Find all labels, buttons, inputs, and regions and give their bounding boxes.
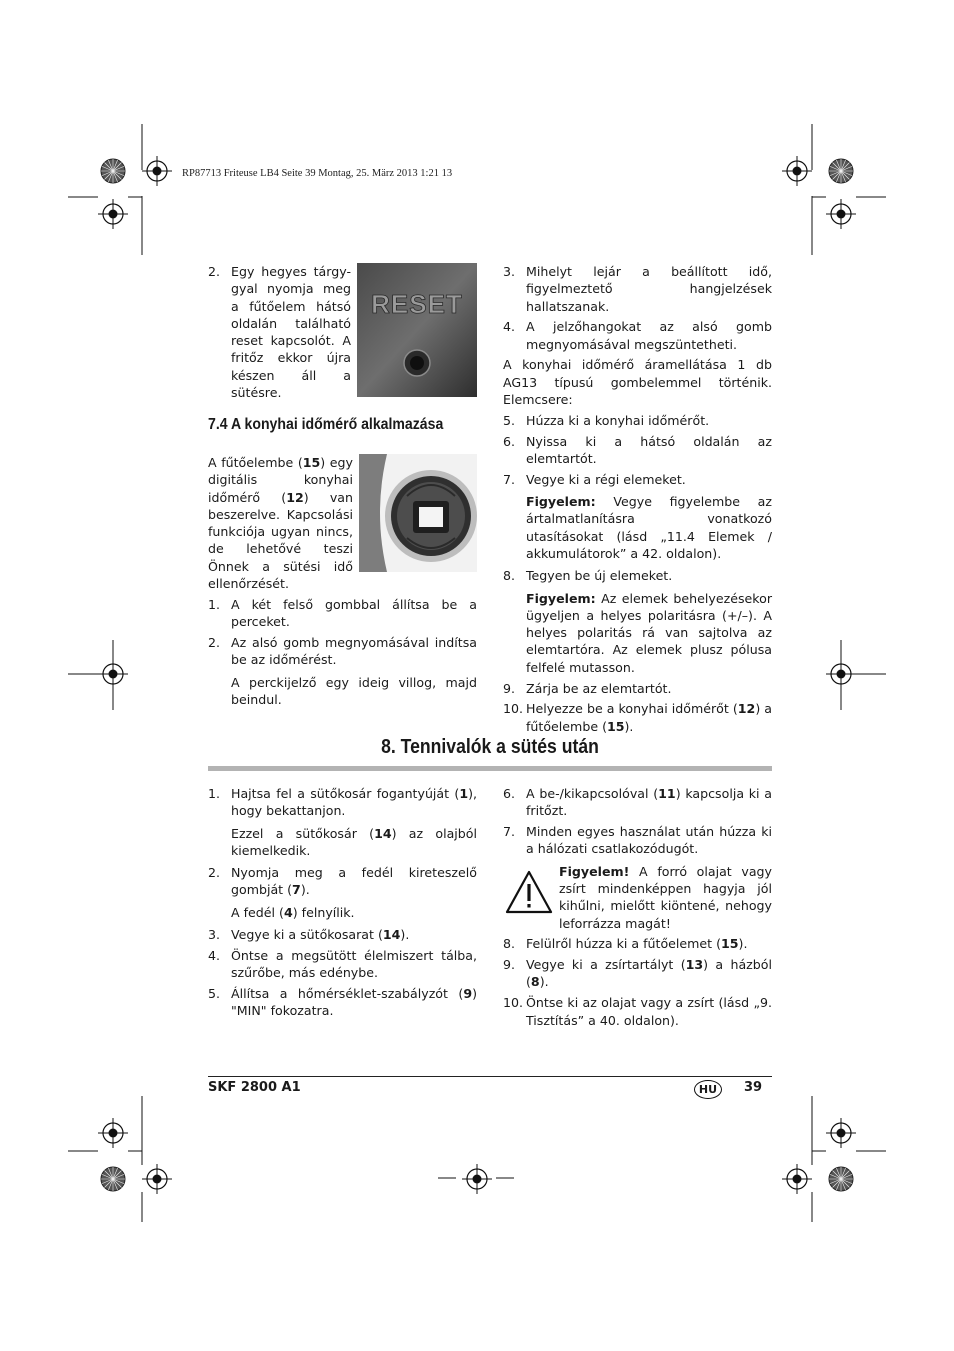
list-item: 6. A be-/kikapcsolóval (11) kapcsolja ki a fritőzt.: [503, 786, 773, 819]
section-heading-7-4: 7.4 A konyhai időmérő alkalmazása: [208, 416, 444, 433]
footer-rule: [208, 1076, 772, 1077]
bottom-right-column: [503, 785, 772, 1029]
list-item: 4. A jelzőhangokat az alsó gomb megnyomásával megszüntetheti.: [503, 319, 772, 352]
warning-text: Figyelem! A forró olajat vagy zsírt mindenképpen hagyja jól kihűlni, mielőtt kiöntené, nehogy leforrázza magát!: [559, 863, 772, 931]
list-item: 9. Zárja be az elemtartót.: [503, 680, 672, 696]
list-item: 9. Vegye ki a zsírtartályt (13) a házból (8).: [503, 957, 772, 990]
right-column: [503, 263, 772, 735]
list-subtext: Ezzel a sütőkosár (14) az olajból kiemelkedik.: [231, 825, 477, 858]
list-subtext: A perckijelző egy ideig villog, majd beindul.: [231, 674, 477, 707]
print-header: RP87713 Friteuse LB4 Seite 39 Montag, 25. März 2013 1:21 13: [182, 168, 453, 179]
list-item: 7. Minden egyes használat után húzza ki a hálózati csatlakozódugót.: [503, 824, 772, 857]
left-column-timer: [208, 454, 477, 708]
list-item: 2. Az alsó gomb megnyomásával indítsa be az időmérést.: [208, 634, 477, 668]
list-item: 4. Öntse a megsütött élelmiszert tálba, szűrőbe, más edénybe.: [208, 947, 477, 981]
list-item: 1. Hajtsa fel a sütőkosár fogantyúját (1), hogy bekattanjon.: [208, 786, 477, 819]
list-item: 5. Húzza ki a konyhai időmérőt.: [503, 412, 710, 428]
list-item: 5. Állítsa a hőmérséklet-szabályzót (9) "MIN" fokozatra.: [208, 985, 477, 1019]
warning-triangle-icon: [503, 868, 559, 918]
list-item: 8. Felülről húzza ki a fűtőelemet (15).: [503, 936, 748, 952]
left-column: [208, 263, 477, 401]
chapter-rule: [208, 766, 772, 771]
language-badge: HU: [694, 1080, 722, 1099]
list-item: 10. Helyezze be a konyhai időmérőt (12) a fűtőelembe (15).: [503, 701, 773, 734]
battery-paragraph: A konyhai időmérő áramellátása 1 db AG13 típusú gombelemmel történik. Elemcsere:: [503, 357, 772, 408]
list-item: 1. A két felső gombbal állítsa be a perceket.: [208, 596, 477, 630]
list-item: 10. Öntse ki az olajat vagy a zsírt (lásd „9. Tisztítás” a 40. oldalon).: [503, 995, 772, 1028]
warning-block: [503, 863, 772, 932]
footer-model: SKF 2800 A1: [208, 1080, 301, 1095]
list-subtext: A fedél (4) felnyílik.: [231, 904, 355, 920]
chapter-heading-8: 8. Tennivalók a sütés után: [381, 736, 599, 758]
page-number: 39: [744, 1080, 763, 1095]
list-item: 8. Tegyen be új elemeket.: [503, 568, 673, 584]
list-item: 7. Vegye ki a régi elemeket.: [503, 471, 686, 487]
note-disposal: Figyelem: Vegye figyelembe az ártalmatlanításra vonatkozó utasításokat (lásd „11.4 Elemek / akkumulátorok” a 42. oldalon).: [526, 494, 772, 561]
reset-label: RESET: [371, 289, 463, 319]
list-item: 2. Egy hegyes tárgy-gyal nyomja meg a fűtőelem hátsó oldalán található reset kapcsolót. A fritőz ekkor újra készen áll a sütésre.: [208, 264, 351, 401]
list-item: 6. Nyissa ki a hátsó oldalán az elemtartót.: [503, 433, 772, 466]
kitchen-timer-photo: [359, 454, 477, 572]
bottom-left-column: [208, 785, 477, 1020]
timer-intro: A fűtőelembe (15) egy digitális konyhai időmérő (12) van beszerelve. Kapcsolási funkciója ugyan nincs, de lehetővé teszi Önnek a sütési idő ellenőrzését.: [208, 455, 353, 592]
list-item: 3. Vegye ki a sütőkosarat (14).: [208, 927, 410, 943]
note-polarity: Figyelem: Az elemek behelyezésekor ügyeljen a helyes polaritásra (+/–). A helyes polaritás rá van sajtolva az elemtartóra. Az elemek plusz pólusa felfelé mutasson.: [526, 590, 772, 675]
list-item: 2. Nyomja meg a fedél kireteszelő gombját (7).: [208, 865, 477, 898]
list-item: 3. Mihelyt lejár a beállított idő, figyelmeztető hangjelzések hallatszanak.: [503, 264, 772, 314]
